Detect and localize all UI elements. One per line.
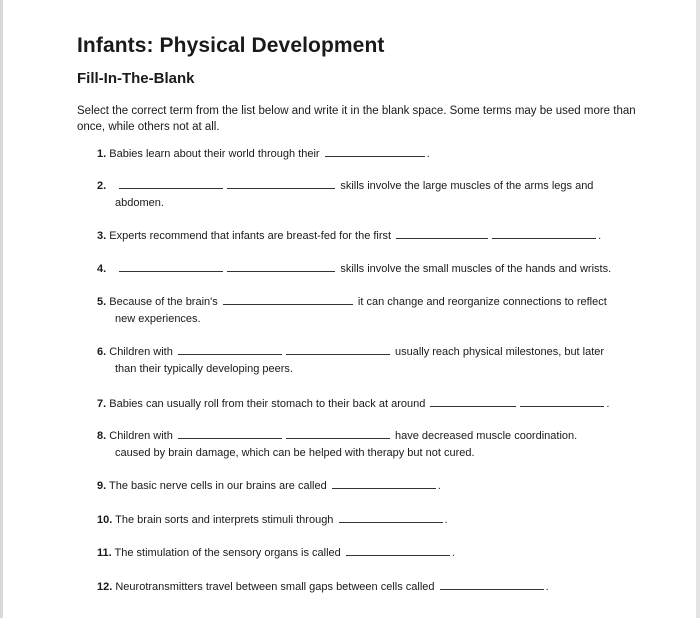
question-number: 4. — [97, 263, 107, 275]
question-text: Children with — [109, 346, 173, 358]
question-end: . — [426, 148, 430, 160]
question-number: 10. — [97, 514, 113, 526]
instructions-text: Select the correct term from the list below and write it in the blank space. Some terms may be used more than once, while others not at all. — [77, 105, 636, 133]
answer-blank[interactable] — [227, 177, 335, 189]
question-text-after: it can change and reorganize connections to reflect — [357, 296, 607, 308]
question-10 — [97, 511, 448, 528]
answer-blank[interactable] — [430, 395, 516, 407]
answer-blank[interactable] — [346, 544, 450, 556]
question-end: . — [451, 547, 455, 559]
answer-blank[interactable] — [492, 227, 596, 239]
question-text: The stimulation of the sensory organs is called — [114, 547, 341, 559]
question-continuation: than their typically developing peers. — [115, 363, 293, 375]
question-text: Children with — [109, 430, 173, 442]
answer-blank[interactable] — [119, 260, 223, 272]
question-6 — [97, 343, 604, 377]
question-text: Babies can usually roll from their stomach to their back at around — [109, 398, 426, 410]
worksheet-subtitle: Fill-In-The-Blank — [77, 70, 195, 87]
answer-blank[interactable] — [339, 511, 443, 523]
answer-blank[interactable] — [119, 177, 223, 189]
question-text: Because of the brain's — [109, 296, 218, 308]
question-1 — [97, 145, 430, 162]
answer-blank[interactable] — [286, 343, 390, 355]
question-continuation: caused by brain damage, which can be helped with therapy but not cured. — [115, 447, 475, 459]
question-text: skills involve the large muscles of the arms legs and — [340, 180, 594, 192]
question-number: 5. — [97, 296, 107, 308]
question-11 — [97, 544, 455, 561]
answer-blank[interactable] — [178, 343, 282, 355]
answer-blank[interactable] — [332, 477, 436, 489]
answer-blank[interactable] — [227, 260, 335, 272]
answer-blank[interactable] — [520, 395, 604, 407]
page-edge-right — [696, 0, 700, 618]
page-edge-left — [0, 0, 3, 618]
question-text: Neurotransmitters travel between small gaps between cells called — [115, 581, 435, 593]
answer-blank[interactable] — [440, 578, 544, 590]
question-number: 7. — [97, 398, 107, 410]
question-5 — [97, 293, 607, 327]
question-end: . — [545, 581, 549, 593]
answer-blank[interactable] — [396, 227, 488, 239]
question-number: 11. — [97, 547, 112, 559]
question-continuation: new experiences. — [115, 313, 201, 325]
question-8 — [97, 427, 577, 461]
question-4 — [97, 260, 611, 277]
question-number: 3. — [97, 230, 107, 242]
question-number: 1. — [97, 148, 107, 160]
question-text-after: have decreased muscle coordination. — [394, 430, 578, 442]
question-text: Babies learn about their world through their — [109, 148, 320, 160]
answer-blank[interactable] — [223, 293, 353, 305]
question-number: 6. — [97, 346, 107, 358]
question-end: . — [598, 230, 602, 242]
question-text: The basic nerve cells in our brains are called — [109, 480, 327, 492]
question-number: 12. — [97, 581, 113, 593]
worksheet-title: Infants: Physical Development — [77, 34, 385, 57]
question-text: skills involve the small muscles of the hands and wrists. — [340, 263, 612, 275]
question-end: . — [444, 514, 448, 526]
answer-blank[interactable] — [286, 427, 390, 439]
question-end: . — [437, 480, 441, 492]
question-text: Experts recommend that infants are breast-fed for the first — [109, 230, 392, 242]
question-number: 2. — [97, 180, 107, 192]
question-text-after: usually reach physical milestones, but later — [394, 346, 605, 358]
question-7 — [97, 395, 609, 412]
question-3 — [97, 227, 601, 244]
question-number: 9. — [97, 480, 107, 492]
question-continuation: abdomen. — [115, 197, 164, 209]
question-number: 8. — [97, 430, 107, 442]
question-text: The brain sorts and interprets stimuli through — [115, 514, 334, 526]
question-9 — [97, 477, 441, 494]
answer-blank[interactable] — [178, 427, 282, 439]
question-12 — [97, 578, 549, 595]
answer-blank[interactable] — [325, 145, 425, 157]
question-2 — [97, 177, 593, 211]
question-end: . — [606, 398, 610, 410]
